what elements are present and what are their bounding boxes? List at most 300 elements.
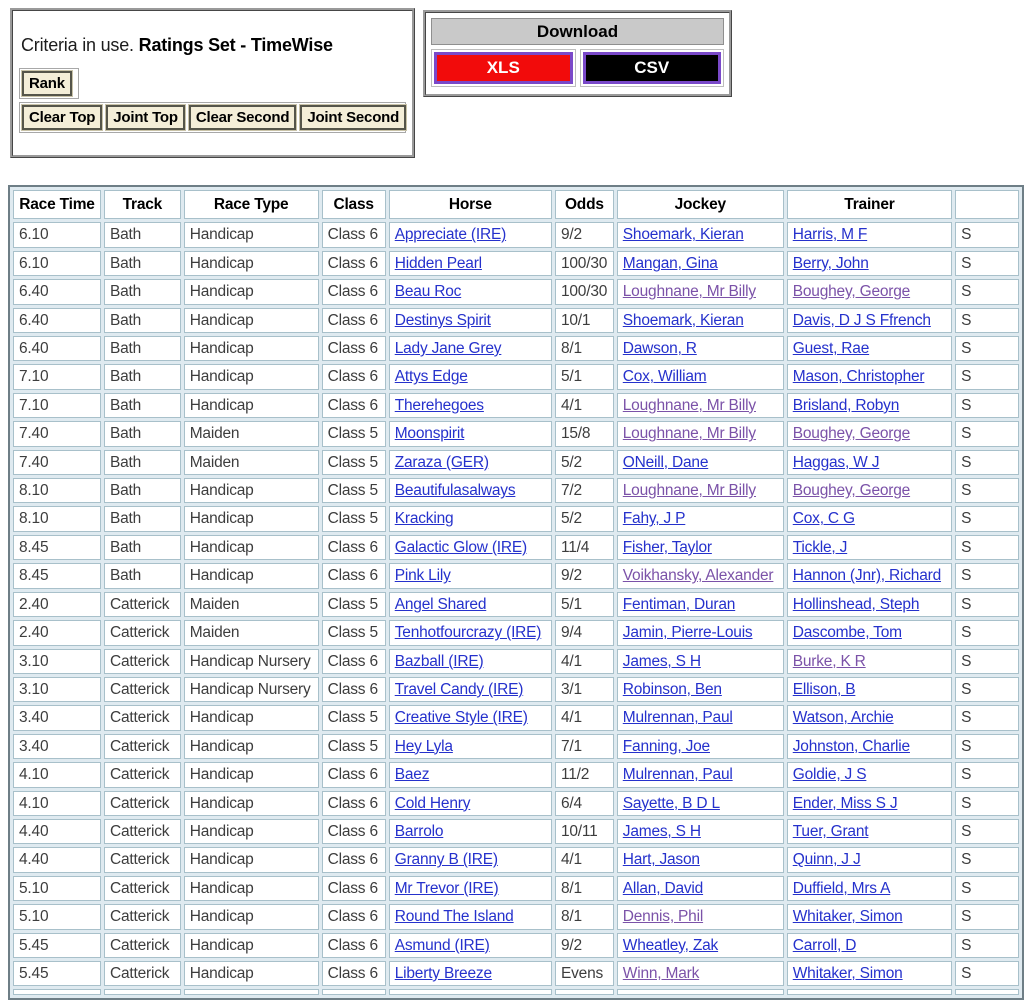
trainer-cell [787,791,952,816]
jockey-link[interactable]: James, S H [622,822,701,840]
jockey-link[interactable]: Shoemark, Kieran [622,226,744,244]
race-type-cell: Handicap [184,251,319,276]
race-time-cell: 5.45 [13,961,101,986]
track-cell: Catterick [104,961,181,986]
race-time-cell: 4.40 [13,847,101,872]
trainer-cell [787,989,952,995]
jockey-link[interactable]: Loughnane, Mr Billy [622,425,756,443]
jockey-link[interactable]: Fentiman, Duran [622,595,736,613]
race-type-cell: Maiden [184,450,319,475]
xls-button-frame [431,49,576,87]
clipped-column-cell: S [955,904,1019,929]
race-type-cell: Handicap [184,364,319,389]
jockey-link[interactable]: Winn, Mark [622,964,700,982]
odds-cell: 10/11 [555,819,614,844]
trainer-cell [787,904,952,929]
horse-link[interactable]: Cold Henry [394,794,471,812]
horse-cell [389,904,552,929]
horse-link[interactable]: Granny B (IRE) [394,851,498,869]
trainer-link[interactable]: Whitaker, Simon [792,908,903,926]
race-time-cell: 6.10 [13,222,101,247]
jockey-cell [617,506,784,531]
horse-link[interactable]: Appreciate (IRE) [394,226,507,244]
race-time-cell: 3.10 [13,677,101,702]
clipped-column-cell: S [955,478,1019,503]
trainer-link[interactable]: Burke, K R [792,652,866,670]
jockey-link[interactable]: Loughnane, Mr Billy [622,482,756,500]
trainer-link[interactable]: Cox, C G [792,510,855,528]
clipped-column-cell: S [955,506,1019,531]
trainer-link[interactable]: Johnston, Charlie [792,737,910,755]
race-type-cell: Handicap [184,933,319,958]
jockey-cell [617,279,784,304]
download-title: Download [431,18,724,45]
jockey-link[interactable]: Loughnane, Mr Billy [622,283,756,301]
clipped-column-cell [955,989,1019,995]
jockey-link[interactable]: Mulrennan, Paul [622,709,733,727]
clear-second-button[interactable]: Clear Second [189,105,296,130]
jockey-link[interactable]: Wheatley, Zak [622,936,719,954]
trainer-link[interactable]: Brisland, Robyn [792,396,900,414]
horse-link[interactable]: Mr Trevor (IRE) [394,879,499,897]
track-cell: Catterick [104,762,181,787]
horse-link[interactable]: Asmund (IRE) [394,936,490,954]
odds-cell: 6/4 [555,791,614,816]
clipped-column-cell: S [955,251,1019,276]
horse-link[interactable]: Beau Roc [394,283,462,301]
trainer-link[interactable]: Mason, Christopher [792,368,925,386]
jockey-cell [617,620,784,645]
race-type-cell: Handicap [184,393,319,418]
trainer-link[interactable]: Quinn, J J [792,851,861,869]
odds-cell [555,989,614,995]
horse-link[interactable]: Hey Lyla [394,737,453,755]
race-time-cell: 7.10 [13,364,101,389]
jockey-cell [617,222,784,247]
race-time-cell: 8.45 [13,535,101,560]
horse-link[interactable]: Attys Edge [394,368,468,386]
jockey-cell [617,961,784,986]
table-row [13,677,1019,702]
class-cell [322,989,386,995]
horse-link[interactable]: Creative Style (IRE) [394,709,528,727]
clipped-column-cell: S [955,279,1019,304]
table-row [13,478,1019,503]
class-cell: Class 6 [322,563,386,588]
class-cell: Class 6 [322,961,386,986]
table-row [13,393,1019,418]
class-cell: Class 6 [322,876,386,901]
clipped-column-cell: S [955,819,1019,844]
track-cell: Catterick [104,791,181,816]
trainer-cell [787,961,952,986]
class-cell: Class 6 [322,251,386,276]
horse-cell [389,819,552,844]
race-type-cell: Handicap [184,563,319,588]
race-type-cell: Handicap Nursery [184,677,319,702]
race-type-cell: Handicap [184,308,319,333]
odds-cell: 9/2 [555,222,614,247]
jockey-link[interactable]: James, S H [622,652,701,670]
trainer-link[interactable]: Tuer, Grant [792,822,869,840]
jockey-link[interactable]: Jamin, Pierre-Louis [622,624,753,642]
odds-cell: 7/1 [555,734,614,759]
criteria-text [21,35,412,56]
odds-cell: 15/8 [555,421,614,446]
trainer-link[interactable]: Carroll, D [792,936,857,954]
horse-cell [389,876,552,901]
race-time-cell: 6.40 [13,336,101,361]
race-time-cell: 4.40 [13,819,101,844]
track-cell: Bath [104,364,181,389]
track-cell: Bath [104,279,181,304]
jockey-cell [617,649,784,674]
race-type-cell: Handicap [184,762,319,787]
jockey-cell [617,677,784,702]
race-type-cell: Handicap [184,847,319,872]
trainer-cell [787,393,952,418]
table-row [13,308,1019,333]
ratings-set-label: Ratings Set - TimeWise [138,35,333,55]
trainer-link[interactable]: Boughey, George [792,283,911,301]
trainer-link[interactable]: Berry, John [792,254,869,272]
trainer-link[interactable]: Duffield, Mrs A [792,879,891,897]
clipped-column-cell: S [955,620,1019,645]
horse-link[interactable]: Pink Lily [394,567,451,585]
race-type-cell: Handicap [184,535,319,560]
class-cell: Class 6 [322,535,386,560]
clipped-column-cell: S [955,791,1019,816]
jockey-link[interactable]: Allan, David [622,879,704,897]
jockey-link[interactable]: Cox, William [622,368,707,386]
odds-cell: 5/2 [555,506,614,531]
jockey-cell [617,308,784,333]
class-cell: Class 6 [322,847,386,872]
class-cell: Class 6 [322,393,386,418]
race-type-cell: Handicap [184,279,319,304]
horse-link[interactable]: Galactic Glow (IRE) [394,538,527,556]
race-time-cell: 6.40 [13,308,101,333]
clipped-column-cell: S [955,847,1019,872]
trainer-link[interactable]: Hannon (Jnr), Richard [792,567,942,585]
horse-cell [389,933,552,958]
table-row [13,649,1019,674]
table-row [13,563,1019,588]
xls-download-button[interactable]: XLS [434,52,573,84]
trainer-link[interactable]: Davis, D J S Ffrench [792,311,931,329]
trainer-link[interactable]: Tickle, J [792,538,848,556]
horse-cell [389,989,552,995]
trainer-link[interactable]: Guest, Rae [792,340,870,358]
rank-button-frame [19,68,79,99]
clipped-column-cell: S [955,364,1019,389]
horse-cell [389,620,552,645]
trainer-link[interactable]: Ender, Miss S J [792,794,898,812]
jockey-cell [617,762,784,787]
horse-cell [389,649,552,674]
table-row [13,734,1019,759]
track-cell: Catterick [104,819,181,844]
trainer-cell [787,364,952,389]
table-row [13,222,1019,247]
clipped-column-cell: S [955,762,1019,787]
clipped-column-cell: S [955,336,1019,361]
table-row [13,279,1019,304]
jockey-link[interactable]: Mangan, Gina [622,254,718,272]
track-cell: Bath [104,506,181,531]
horse-link[interactable]: Liberty Breeze [394,964,492,982]
clear-top-button[interactable]: Clear Top [22,105,102,130]
horse-link[interactable]: Barrolo [394,822,444,840]
horse-link[interactable]: Baez [394,766,430,784]
horse-link[interactable]: Travel Candy (IRE) [394,680,524,698]
class-cell: Class 6 [322,762,386,787]
trainer-link[interactable]: Harris, M F [792,226,868,244]
table-row [13,989,1019,995]
odds-cell: 4/1 [555,649,614,674]
horse-cell [389,535,552,560]
trainer-cell [787,222,952,247]
odds-cell: 8/1 [555,876,614,901]
joint-top-button[interactable]: Joint Top [106,105,185,130]
trainer-link[interactable]: Boughey, George [792,482,911,500]
ratings-table [8,185,1024,1000]
horse-link[interactable]: Therehegoes [394,396,484,414]
horse-link[interactable]: Moonspirit [394,425,465,443]
trainer-link[interactable]: Dascombe, Tom [792,624,902,642]
jockey-link[interactable]: Dawson, R [622,340,697,358]
trainer-cell [787,506,952,531]
trainer-cell [787,592,952,617]
horse-link[interactable]: Lady Jane Grey [394,340,502,358]
horse-cell [389,762,552,787]
table-row [13,506,1019,531]
joint-second-button[interactable]: Joint Second [300,105,406,130]
jockey-cell [617,819,784,844]
race-type-cell: Maiden [184,421,319,446]
race-time-cell: 7.40 [13,450,101,475]
rank-button[interactable]: Rank [22,71,72,96]
jockey-cell [617,563,784,588]
jockey-link[interactable]: Fanning, Joe [622,737,710,755]
trainer-link[interactable]: Boughey, George [792,425,911,443]
jockey-cell [617,364,784,389]
horse-link[interactable]: Round The Island [394,908,514,926]
race-time-cell: 8.10 [13,506,101,531]
jockey-link[interactable]: Shoemark, Kieran [622,311,744,329]
odds-cell: 8/1 [555,904,614,929]
trainer-cell [787,847,952,872]
jockey-link[interactable]: Fahy, J P [622,510,686,528]
track-cell: Catterick [104,620,181,645]
track-cell: Bath [104,478,181,503]
horse-cell [389,450,552,475]
jockey-link[interactable]: Voikhansky, Alexander [622,567,774,585]
horse-cell [389,705,552,730]
trainer-cell [787,677,952,702]
jockey-link[interactable]: Sayette, B D L [622,794,720,812]
clipped-column-cell: S [955,876,1019,901]
track-cell: Bath [104,450,181,475]
horse-link[interactable]: Bazball (IRE) [394,652,484,670]
trainer-link[interactable]: Goldie, J S [792,766,867,784]
class-cell: Class 5 [322,506,386,531]
class-cell: Class 5 [322,421,386,446]
race-time-cell: 6.10 [13,251,101,276]
jockey-link[interactable]: Dennis, Phil [622,908,704,926]
trainer-cell [787,535,952,560]
column-header-class: Class [322,190,386,219]
race-type-cell: Handicap [184,961,319,986]
class-cell: Class 6 [322,904,386,929]
race-time-cell: 7.40 [13,421,101,446]
odds-cell: 100/30 [555,251,614,276]
odds-cell: 4/1 [555,393,614,418]
odds-cell: 4/1 [555,705,614,730]
race-type-cell: Handicap [184,222,319,247]
jockey-cell [617,478,784,503]
horse-cell [389,847,552,872]
horse-cell [389,677,552,702]
jockey-cell [617,705,784,730]
class-cell: Class 5 [322,734,386,759]
race-time-cell: 3.40 [13,705,101,730]
trainer-cell [787,876,952,901]
odds-cell: 10/1 [555,308,614,333]
odds-cell: 9/2 [555,933,614,958]
class-cell: Class 6 [322,819,386,844]
jockey-cell [617,933,784,958]
table-row [13,791,1019,816]
track-cell: Bath [104,421,181,446]
class-cell: Class 6 [322,364,386,389]
trainer-cell [787,563,952,588]
trainer-cell [787,308,952,333]
odds-cell: 4/1 [555,847,614,872]
clipped-column-cell: S [955,592,1019,617]
race-type-cell: Handicap [184,705,319,730]
jockey-cell [617,791,784,816]
odds-cell: 9/2 [555,563,614,588]
trainer-link[interactable]: Hollinshead, Steph [792,595,920,613]
trainer-link[interactable]: Ellison, B [792,680,856,698]
jockey-link[interactable]: Fisher, Taylor [622,538,712,556]
trainer-link[interactable]: Whitaker, Simon [792,964,903,982]
criteria-buttons-frame [19,102,406,133]
clipped-column-cell: S [955,933,1019,958]
trainer-cell [787,649,952,674]
table-row [13,592,1019,617]
race-type-cell: Handicap [184,734,319,759]
clipped-column-cell: S [955,450,1019,475]
table-row [13,450,1019,475]
race-time-cell: 7.10 [13,393,101,418]
class-cell: Class 5 [322,620,386,645]
track-cell: Catterick [104,592,181,617]
jockey-cell [617,904,784,929]
table-row [13,961,1019,986]
class-cell: Class 6 [322,791,386,816]
column-header-race-type: Race Type [184,190,319,219]
horse-link[interactable]: Tenhotfourcrazy (IRE) [394,624,542,642]
horse-link[interactable]: Destinys Spirit [394,311,491,329]
trainer-link[interactable]: Haggas, W J [792,453,880,471]
odds-cell: 100/30 [555,279,614,304]
track-cell: Bath [104,251,181,276]
race-type-cell: Maiden [184,592,319,617]
track-cell: Catterick [104,876,181,901]
race-type-cell: Handicap [184,478,319,503]
clipped-column-cell: S [955,677,1019,702]
horse-cell [389,336,552,361]
trainer-cell [787,336,952,361]
class-cell: Class 5 [322,478,386,503]
trainer-link[interactable]: Watson, Archie [792,709,894,727]
horse-cell [389,393,552,418]
csv-button-frame [580,49,725,87]
table-row [13,364,1019,389]
race-time-cell: 4.10 [13,762,101,787]
track-cell: Catterick [104,649,181,674]
race-type-cell: Handicap [184,791,319,816]
horse-cell [389,506,552,531]
jockey-link[interactable]: Robinson, Ben [622,680,722,698]
horse-cell [389,734,552,759]
jockey-link[interactable]: Loughnane, Mr Billy [622,396,756,414]
table-row [13,620,1019,645]
horse-cell [389,961,552,986]
jockey-cell [617,393,784,418]
trainer-cell [787,450,952,475]
column-header-clipped [955,190,1019,219]
clipped-column-cell: S [955,563,1019,588]
clipped-column-cell: S [955,705,1019,730]
jockey-cell [617,876,784,901]
table-row [13,904,1019,929]
horse-cell [389,421,552,446]
horse-link[interactable]: Kracking [394,510,454,528]
track-cell: Catterick [104,705,181,730]
odds-cell: 7/2 [555,478,614,503]
race-time-cell: 2.40 [13,620,101,645]
jockey-link[interactable]: Hart, Jason [622,851,700,869]
track-cell: Bath [104,393,181,418]
horse-link[interactable]: Beautifulasalways [394,482,516,500]
trainer-cell [787,705,952,730]
clipped-column-cell: S [955,222,1019,247]
track-cell: Catterick [104,933,181,958]
jockey-cell [617,592,784,617]
horse-link[interactable]: Hidden Pearl [394,254,482,272]
class-cell: Class 5 [322,592,386,617]
track-cell [104,989,181,995]
race-type-cell: Handicap [184,336,319,361]
odds-cell: 5/1 [555,592,614,617]
horse-cell [389,364,552,389]
table-row [13,819,1019,844]
jockey-link[interactable]: ONeill, Dane [622,453,709,471]
race-time-cell: 4.10 [13,791,101,816]
horse-link[interactable]: Zaraza (GER) [394,453,489,471]
race-type-cell: Handicap [184,506,319,531]
table-row [13,421,1019,446]
column-header-race-time: Race Time [13,190,101,219]
jockey-cell [617,535,784,560]
jockey-link[interactable]: Mulrennan, Paul [622,766,733,784]
csv-download-button[interactable]: CSV [583,52,722,84]
horse-link[interactable]: Angel Shared [394,595,487,613]
jockey-cell [617,251,784,276]
